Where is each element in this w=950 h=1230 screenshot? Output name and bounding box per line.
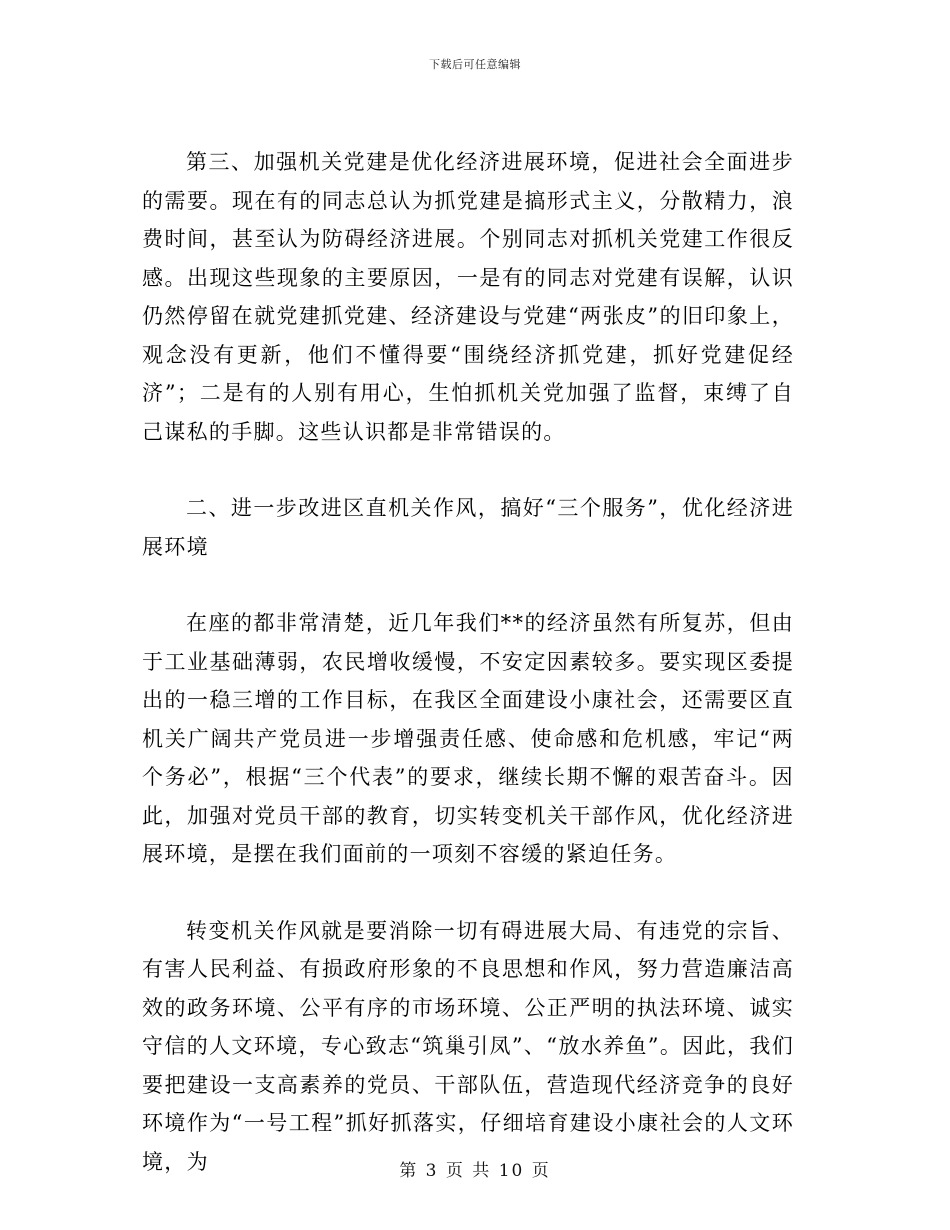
- document-body: [142, 143, 794, 1181]
- page-number: 第 3 页 共 10 页: [399, 1161, 551, 1181]
- section-heading-two: 二、进一步改进区直机关作风，搞好“三个服务”，优化经济进展环境: [142, 496, 794, 559]
- paragraph-third-point: 第三、加强机关党建是优化经济进展环境，促进社会全面进步的需要。现在有的同志总认为抓党建是搞形式主义，分散精力，浪费时间，甚至认为防碍经济进展。个别同志对抓机关党建工作很反感。出现这些现象的主要原因，一是有的同志对党建有误解，认识仍然停留在就党建抓党建、经济建设与党建“两张皮”的旧印象上，观念没有更新，他们不懂得要“围绕经济抓党建，抓好党建促经济”；二是有的人别有用心，生怕抓机关党加强了监督，束缚了自己谋私的手脚。这些认识都是非常错误的。: [142, 150, 794, 444]
- header-note: 下载后可任意编辑: [429, 58, 521, 71]
- paragraph-work-style: 转变机关作风就是要消除一切有碍进展大局、有违党的宗旨、有害人民利益、有损政府形象的不良思想和作风，努力营造廉洁高效的政务环境、公平有序的市场环境、公正严明的执法环境、诚实守信的人文环境，专心致志“筑巢引凤”、“放水养鱼”。因此，我们要把建设一支高素养的党员、干部队伍，营造现代经济竞争的良好环境作为“一号工程”抓好抓落实，仔细培育建设小康社会的人文环境，为: [142, 918, 794, 1174]
- paragraph-economy: 在座的都非常清楚，近几年我们**的经济虽然有所复苏，但由于工业基础薄弱，农民增收缓慢，不安定因素较多。要实现区委提出的一稳三增的工作目标，在我区全面建设小康社会，还需要区直机关广阔共产党员进一步增强责任感、使命感和危机感，牢记“两个务必”，根据“三个代表”的要求，继续长期不懈的艰苦奋斗。因此，加强对党员干部的教育，切实转变机关干部作风，优化经济进展环境，是摆在我们面前的一项刻不容缓的紧迫任务。: [142, 611, 794, 866]
